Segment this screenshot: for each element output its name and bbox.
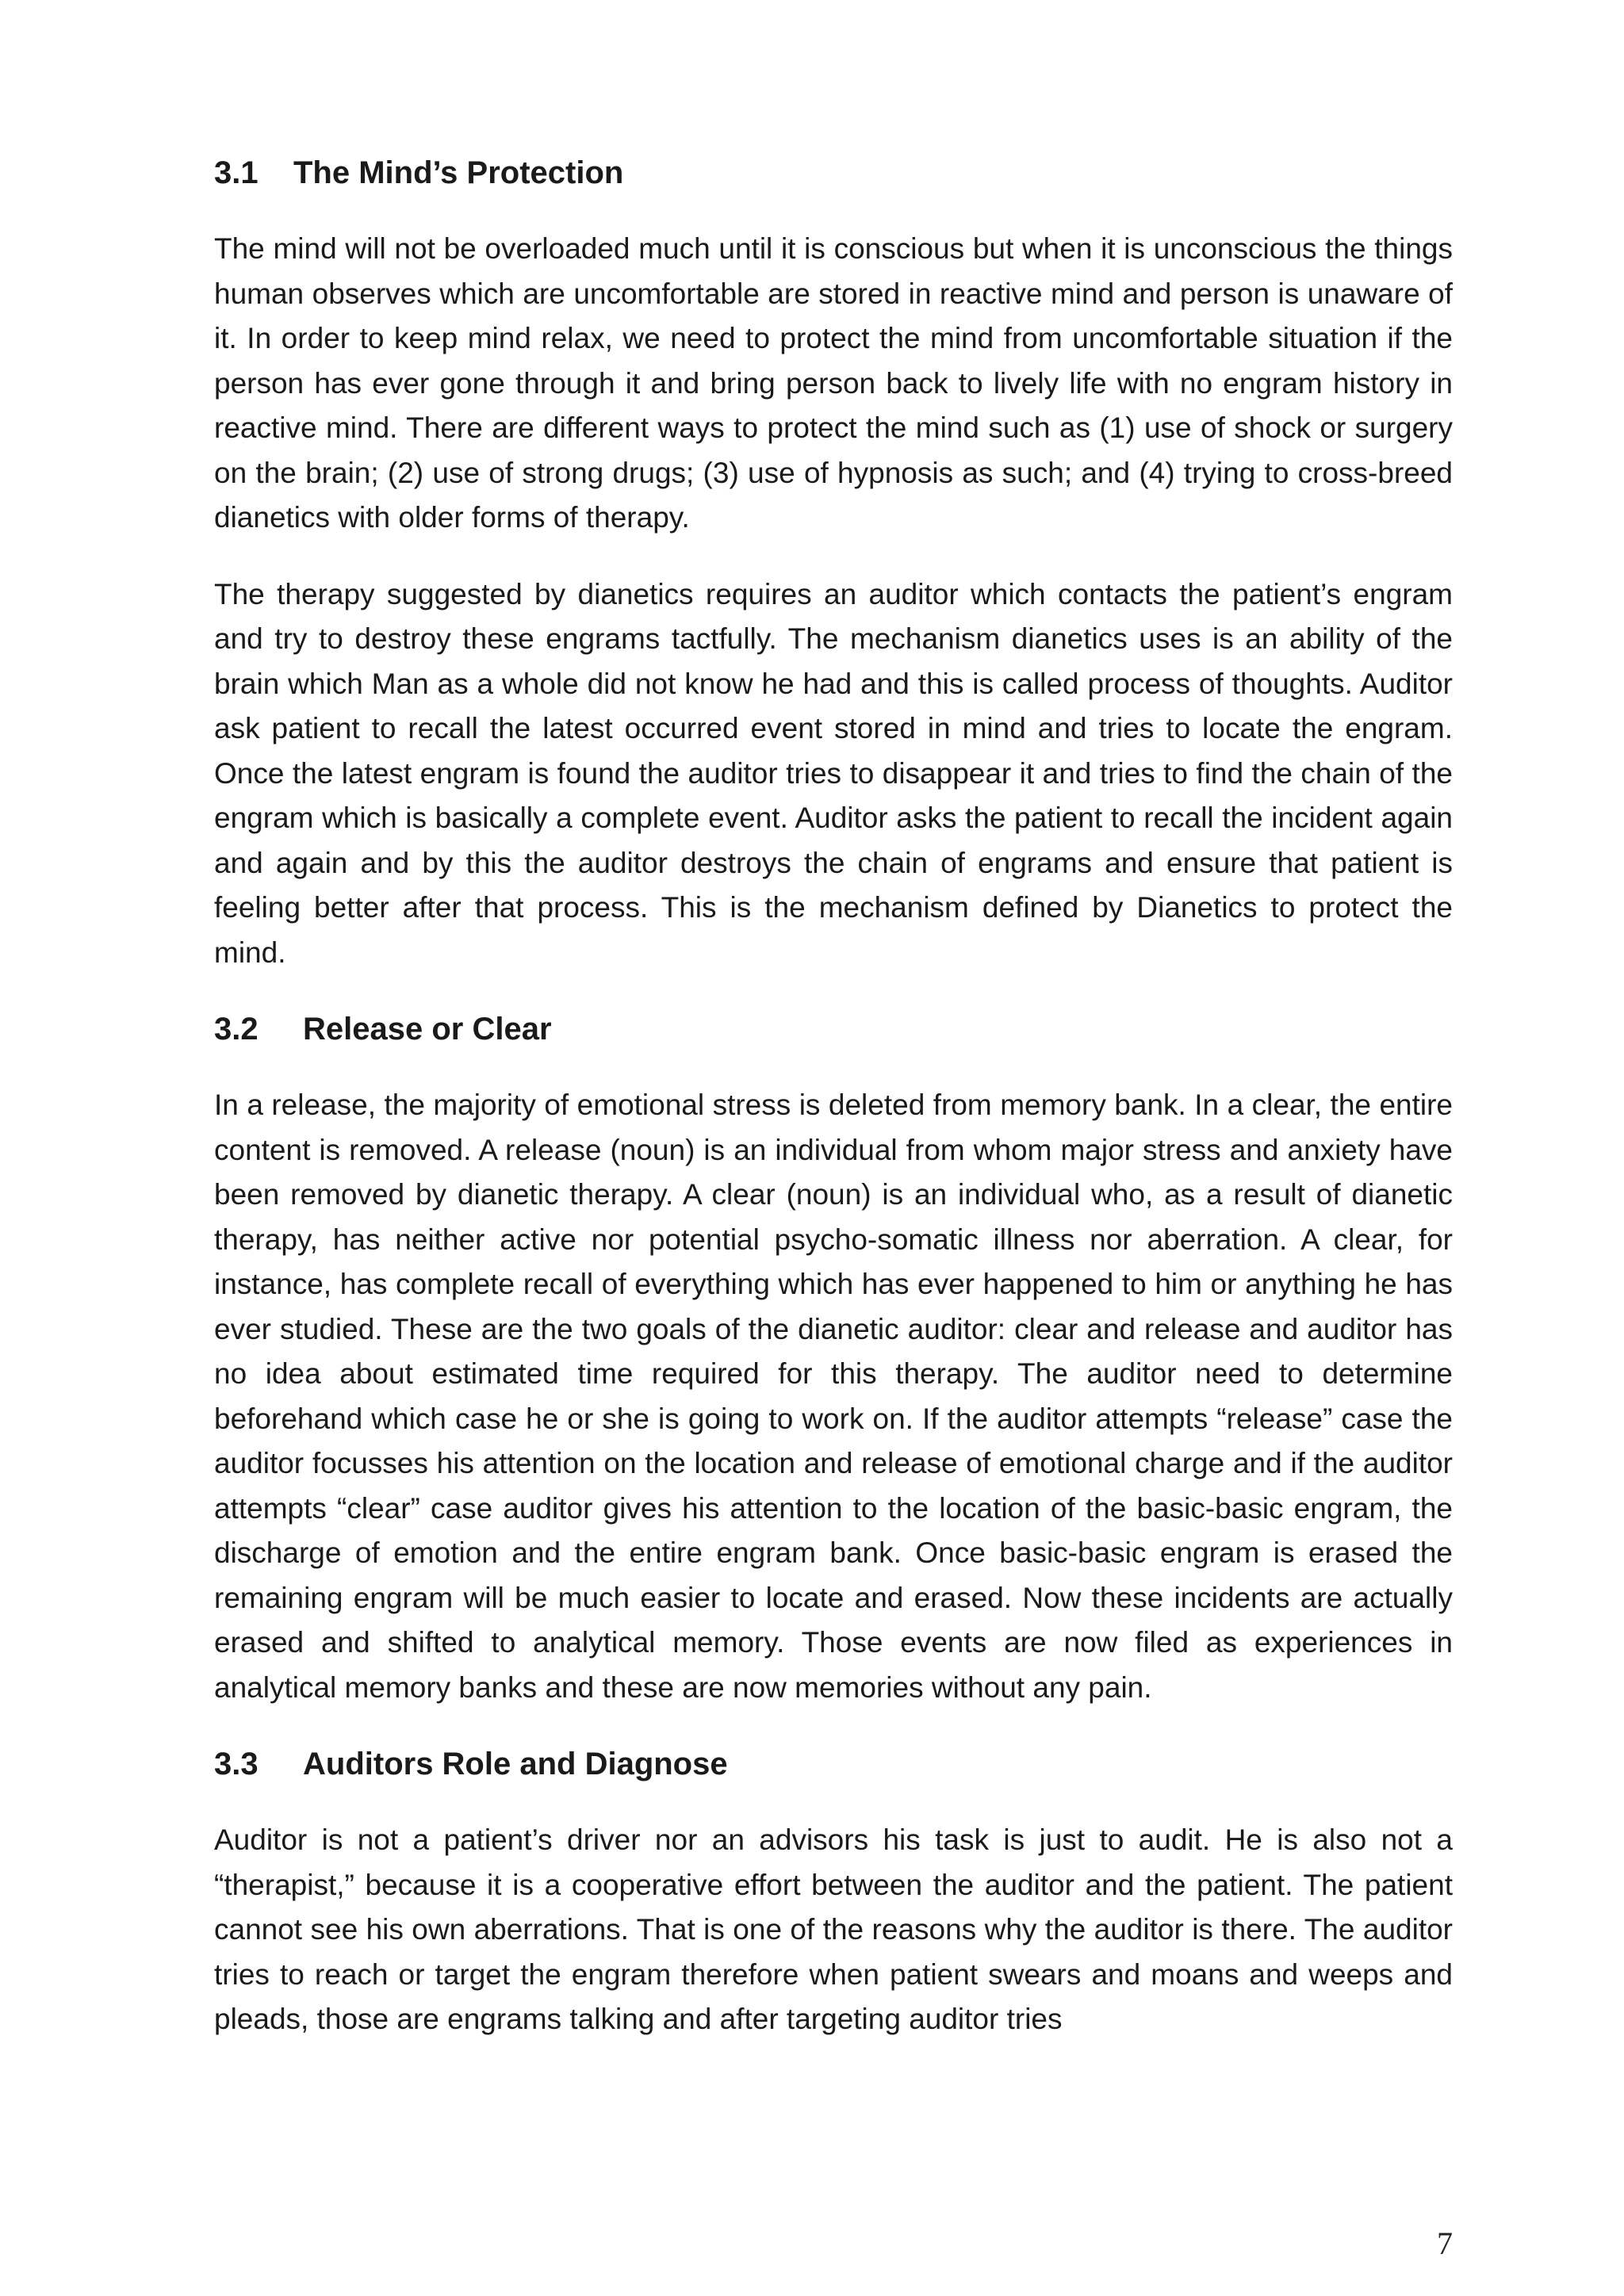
section-number: 3.3 bbox=[214, 1747, 259, 1781]
paragraph: The mind will not be overloaded much until it is conscious but when it is unconscious the things human observes which are uncomfortable are stored in reactive mind and person is unaware of it. In order to keep mind relax, we need to protect the mind from uncomfortable situation if the person has ever gone through it and bring person back to lively life with no engram history in reactive mind. There are different ways to protect the mind such as (1) use of shock or surgery on the brain; (2) use of strong drugs; (3) use of hypnosis as such; and (4) trying to cross-breed dianetics with older forms of therapy. bbox=[214, 232, 1453, 534]
section-number: 3.2 bbox=[214, 1012, 259, 1047]
paragraph: The therapy suggested by dianetics requires an auditor which contacts the patient’s engram and try to destroy these engrams tactfully. The mechanism dianetics uses is an ability of the brain which Man as a whole did not know he had and this is called process of thoughts. Auditor ask patient to recall the latest occurred event stored in mind and tries to locate the engram. Once the latest engram is found the auditor tries to disappear it and tries to find the chain of the engram which is basically a complete event. Auditor asks the patient to recall the incident again and again and by this the auditor destroys the chain of engrams and ensure that patient is feeling better after that process. This is the mechanism defined by Dianetics to protect the mind. bbox=[214, 577, 1453, 969]
paragraph: Auditor is not a patient’s driver nor an advisors his task is just to audit. He is also not a “therapist,” because it is a cooperative effort between the auditor and the patient. The patient cannot see his own aberrations. That is one of the reasons why the auditor is there. The auditor tries to reach or target the engram therefore when patient swears and moans and weeps and pleads, those are engrams talking and after targeting auditor tries bbox=[214, 1823, 1453, 2035]
page-number: 7 bbox=[1437, 2225, 1453, 2261]
section-title: Release or Clear bbox=[303, 1012, 552, 1047]
section-heading bbox=[214, 1742, 1453, 1786]
section-3-2 bbox=[214, 1007, 1453, 1710]
section-title: The Mind’s Protection bbox=[293, 155, 624, 190]
section-3-1 bbox=[214, 151, 1453, 975]
section-number: 3.1 bbox=[214, 155, 259, 190]
section-title: Auditors Role and Diagnose bbox=[303, 1747, 728, 1781]
section-3-3 bbox=[214, 1742, 1453, 2042]
paragraph: In a release, the majority of emotional stress is deleted from memory bank. In a clear, the entire content is removed. A release (noun) is an individual from whom major stress and anxiety have been removed by dianetic therapy. A clear (noun) is an individual who, as a result of dianetic therapy, has neither active nor potential psycho-somatic illness nor aberration. A clear, for instance, has complete recall of everything which has ever happened to him or anything he has ever studied. These are the two goals of the dianetic auditor: clear and release and auditor has no idea about estimated time required for this therapy. The auditor need to determine beforehand which case he or she is going to work on. If the auditor attempts “release” case the auditor focusses his attention on the location and release of emotional charge and if the auditor attempts “clear” case auditor gives his attention to the location of the basic-basic engram, the discharge of emotion and the entire engram bank. Once basic-basic engram is erased the remaining engram will be much easier to locate and erased. Now these incidents are actually erased and shifted to analytical memory. Those events are now filed as experiences in analytical memory banks and these are now memories without any pain. bbox=[214, 1089, 1453, 1704]
section-heading bbox=[214, 1007, 1453, 1051]
section-heading bbox=[214, 151, 1453, 195]
page-content bbox=[214, 151, 1453, 2074]
